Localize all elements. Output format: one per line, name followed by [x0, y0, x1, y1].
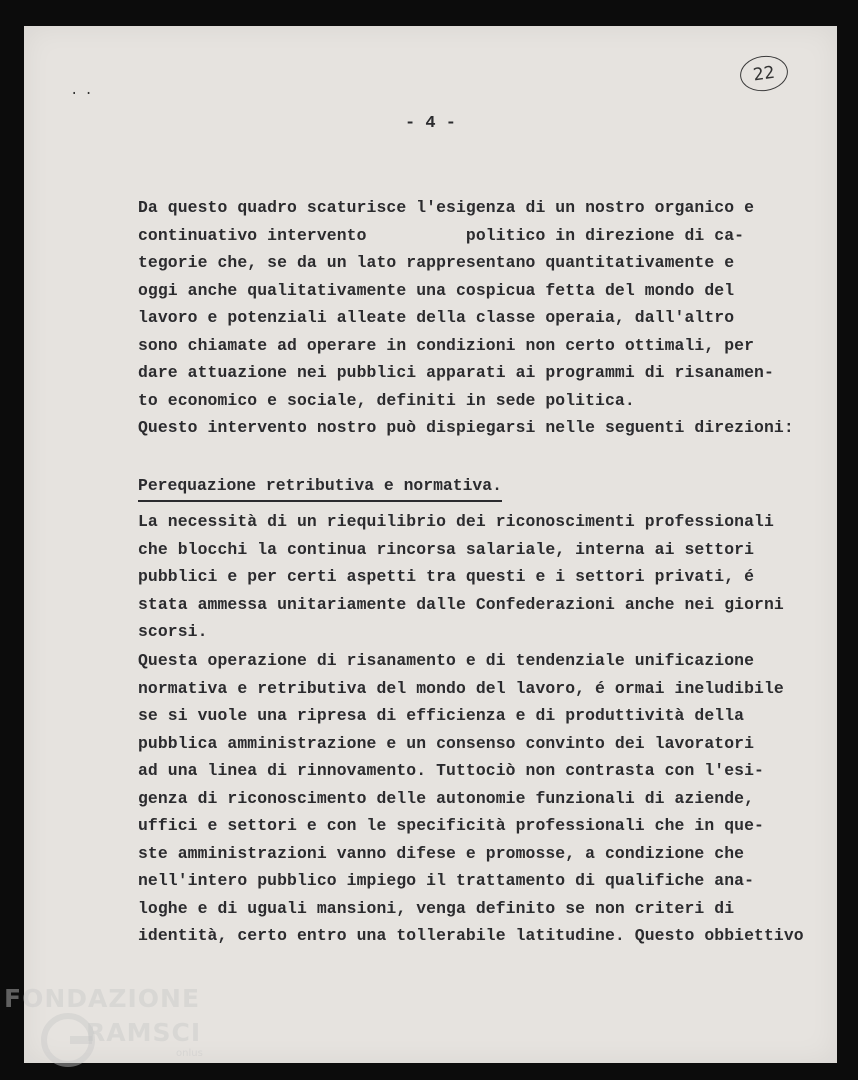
watermark-line2: RAMSCI — [86, 1018, 202, 1047]
document-page — [24, 26, 837, 1063]
section-heading: Perequazione retributiva e normativa. — [138, 472, 502, 502]
watermark-line1: FONDAZIONE — [4, 984, 201, 1013]
folio-stamp — [738, 53, 790, 94]
margin-marks: ·· — [70, 86, 99, 102]
paragraph-intro: Da questo quadro scaturisce l'esigenza di un nostro organico e continuativo intervento politico in direzione di ca- tegorie che, se da un lato rappresentano quantitativamente e oggi anche qualitativamente una cospicua fetta del mondo del lavoro e potenziali alleate della classe operaia, dall'altro sono chiamate ad operare in condizioni non certo ottimali, per dare attuazione nei pubblici apparati ai programmi di risanamen- to economico e sociale, definiti in sede politica. Questo intervento nostro può dispiegarsi nelle seguenti direzioni: — [138, 198, 794, 437]
page-number: - 4 - — [404, 114, 456, 133]
folio-number: 22 — [751, 62, 777, 85]
paragraph-operation: Questa operazione di risanamento e di tendenziale unificazione normativa e retributiva del mondo del lavoro, é ormai ineludibile se si vuole una ripresa di efficienza e di produttività della pubblica amministrazione e un consenso convinto dei lavoratori ad una linea di rinnovamento. Tuttociò non contrasta con l'esi- genza di riconoscimento delle autonomie funzionali di aziende, uffici e settori e con le specificità professionali che in que- ste amministrazioni vanno difese e promosse, a condizione che nell'intero pubblico impiego il trattamento di qualifiche ana- loghe e di uguali mansioni, venga definito se non criteri di identità, certo entro una tollerabile latitudine. Questo obbiettivo — [138, 651, 804, 945]
fondazione-gramsci-watermark — [4, 984, 224, 1076]
paragraph-necessity: La necessità di un riequilibrio dei riconoscimenti professionali che blocchi la continua rincorsa salariale, interna ai settori pubblici e per certi aspetti tra questi e i settori privati, é stata ammessa unitariamente dalle Confederazioni anche nei giorni scorsi. — [138, 512, 784, 641]
watermark-sub: onlus — [176, 1048, 203, 1059]
